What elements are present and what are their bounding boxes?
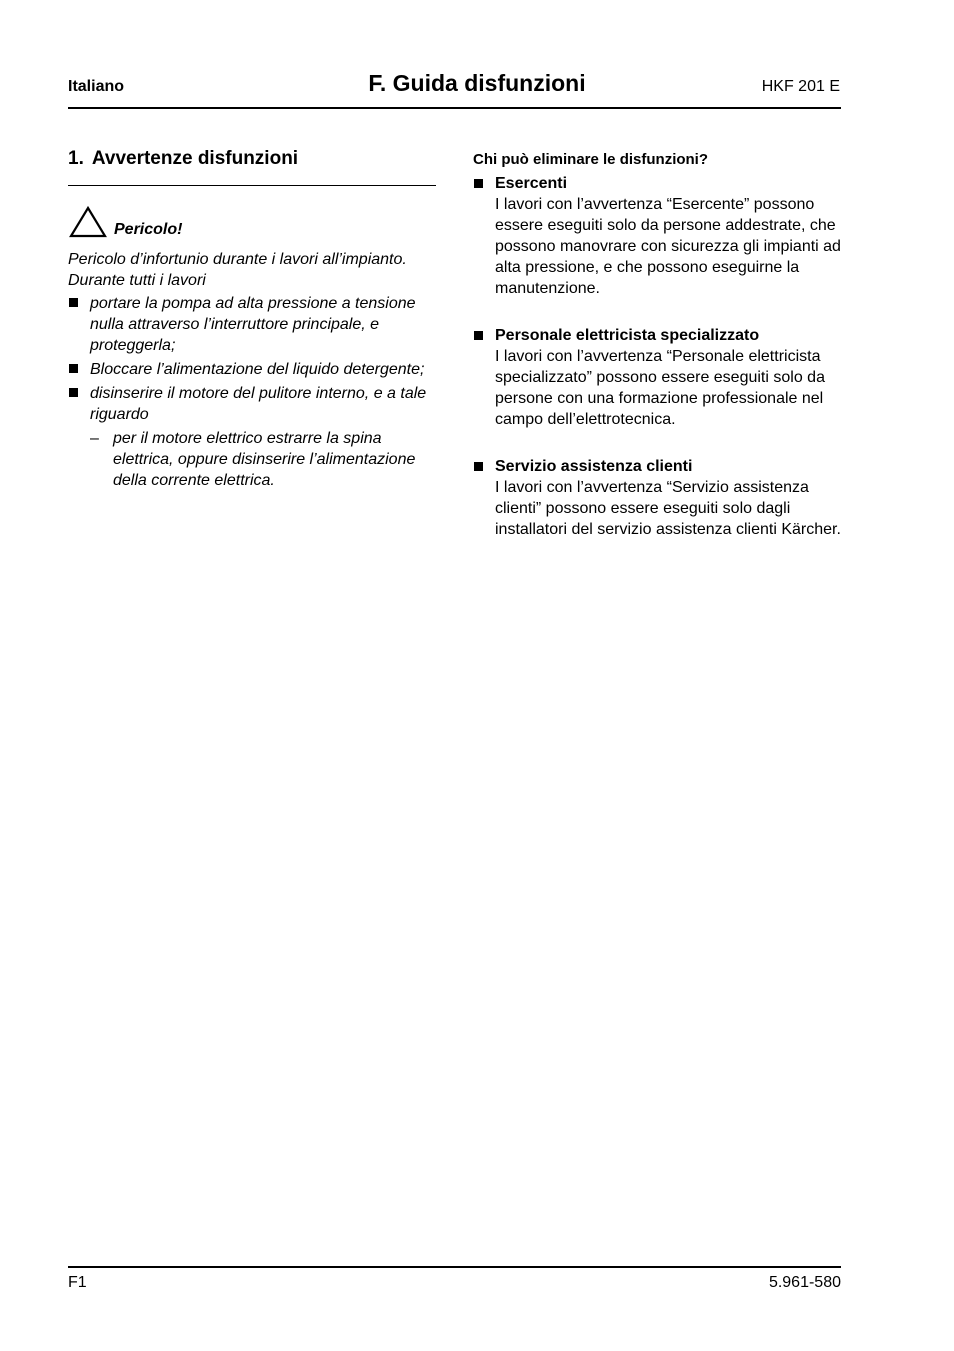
danger-heading xyxy=(68,206,436,240)
role-item xyxy=(473,456,843,540)
list-item xyxy=(68,383,436,425)
square-bullet-icon xyxy=(474,179,483,188)
list-item-text: Bloccare l’alimentazione del liquido detergente; xyxy=(90,361,425,378)
list-item-text: disinserire il motore del pulitore interno, e a tale riguardo xyxy=(90,385,427,423)
footer-divider xyxy=(68,1266,841,1268)
page-title: F. Guida disfunzioni xyxy=(368,70,586,96)
square-bullet-icon xyxy=(474,331,483,340)
list-item xyxy=(68,293,436,356)
right-column xyxy=(473,150,843,540)
role-item xyxy=(473,325,843,430)
warning-triangle-icon xyxy=(69,206,107,238)
danger-list xyxy=(68,293,436,425)
who-heading: Chi può eliminare le disfunzioni? xyxy=(473,151,709,168)
sub-list-item-text: per il motore elettrico estrarre la spina elettrica, oppure disinserire l’alimentazione della corrente elettrica. xyxy=(113,430,416,489)
role-text: I lavori con l’avvertenza “Servizio assistenza clienti” possono essere eseguiti solo dagli installatori del servizio assistenza clienti Kärcher. xyxy=(495,479,841,538)
list-item xyxy=(68,359,436,380)
section-heading xyxy=(68,148,436,176)
footer-page-number: F1 xyxy=(68,1274,87,1291)
header-model: HKF 201 E xyxy=(761,78,840,95)
square-bullet-icon xyxy=(69,298,78,307)
header-language: Italiano xyxy=(68,78,125,95)
square-bullet-icon xyxy=(69,364,78,373)
role-text: I lavori con l’avvertenza “Personale elettricista specializzato” possono essere eseguiti solo da persone con una formazione professionale nel campo dell’elettrotecnica. xyxy=(495,348,825,428)
role-name: Servizio assistenza clienti xyxy=(495,458,693,475)
header-divider xyxy=(68,107,841,109)
square-bullet-icon xyxy=(474,462,483,471)
dash-bullet-icon: – xyxy=(90,430,99,447)
danger-description: Pericolo d’infortunio durante i lavori all’impianto. Durante tutti i lavori xyxy=(68,251,407,289)
section-title: Avvertenze disfunzioni xyxy=(91,148,299,169)
role-name: Esercenti xyxy=(495,175,568,192)
role-name: Personale elettricista specializzato xyxy=(495,327,760,344)
role-text: I lavori con l’avvertenza “Esercente” possono essere eseguiti solo da persone addestrate, che possono manovrare con sicurezza gli impianti ad alta pressione, e che possono eseguirne la manutenzione. xyxy=(495,196,841,297)
square-bullet-icon xyxy=(69,388,78,397)
sub-list-item xyxy=(68,428,436,491)
list-item-text: portare la pompa ad alta pressione a tensione nulla attraverso l’interruttore principale, e proteggerla; xyxy=(90,295,416,354)
left-column xyxy=(68,148,436,491)
danger-label: Pericolo! xyxy=(114,221,183,238)
section-number: 1. xyxy=(68,148,84,169)
section-divider xyxy=(68,185,436,186)
role-item xyxy=(473,173,843,299)
footer-doc-number: 5.961-580 xyxy=(768,1274,841,1291)
